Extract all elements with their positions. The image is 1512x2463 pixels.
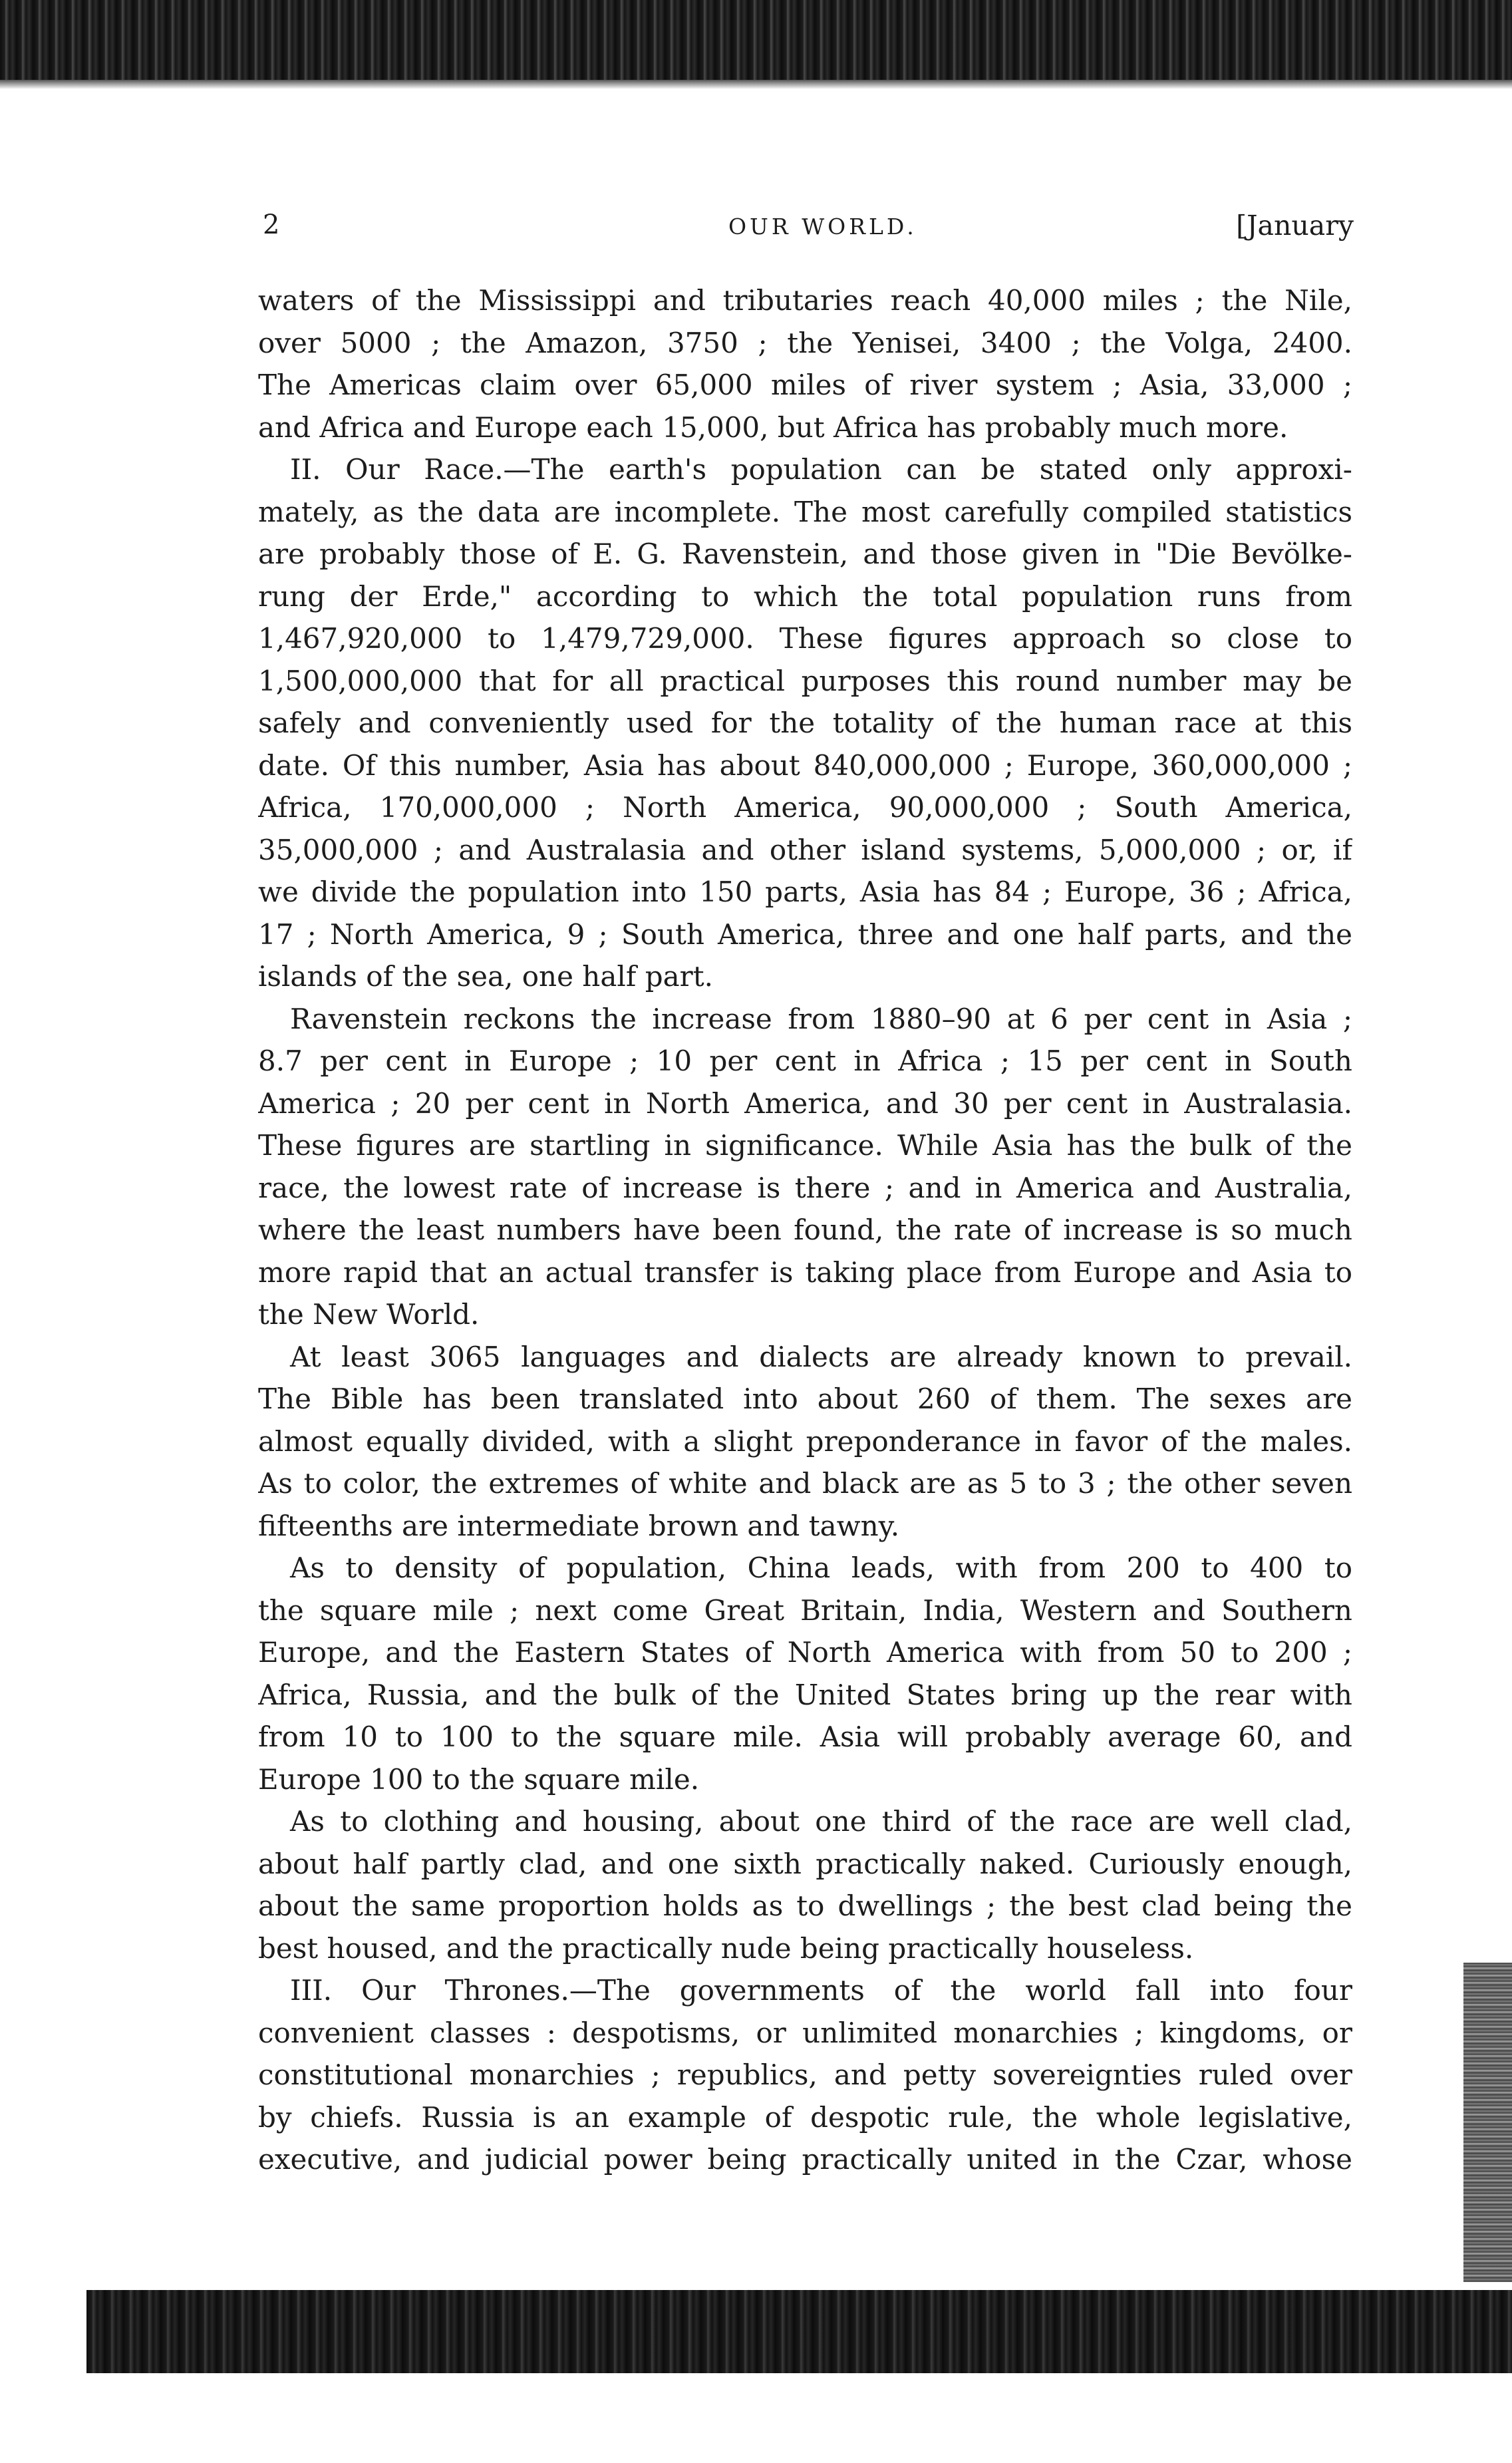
- paragraph-start-line: At least 3065 languages and dialects are already known to prevail.: [290, 1340, 1352, 1373]
- page-number: 2: [263, 210, 280, 240]
- text-line: best housed, and the practically nude being practically houseless.: [258, 1931, 1194, 1965]
- scan-border-right: [1463, 1963, 1512, 2282]
- text-line: constitutional monarchies ; republics, and petty sovereignties ruled over: [258, 2058, 1352, 2091]
- paragraph-start-line: As to density of population, China leads, with from 200 to 400 to: [290, 1552, 1352, 1584]
- running-title: OUR WORLD.: [728, 214, 917, 240]
- text-line: we divide the population into 150 parts, Asia has 84 ; Europe, 36 ; Africa,: [258, 876, 1352, 908]
- text-line: As to color, the extremes of white and black are as 5 to 3 ; the other seven: [258, 1467, 1352, 1500]
- text-line: from 10 to 100 to the square mile. Asia will probably average 60, and: [258, 1721, 1352, 1753]
- text-line: more rapid that an actual transfer is taking place from Europe and Asia to: [258, 1255, 1352, 1289]
- text-line: Africa, Russia, and the bulk of the United States bring up the rear with: [258, 1678, 1352, 1711]
- text-line: date. Of this number, Asia has about 840,000,000 ; Europe, 360,000,000 ;: [258, 748, 1352, 782]
- text-line: America ; 20 per cent in North America, and 30 per cent in Australasia.: [258, 1086, 1352, 1120]
- text-line: 8.7 per cent in Europe ; 10 per cent in Africa ; 15 per cent in South: [258, 1045, 1352, 1077]
- text-line: mately, as the data are incomplete. The most carefully compiled statistics: [258, 495, 1352, 528]
- scan-border-bottom: [86, 2290, 1512, 2373]
- text-line: over 5000 ; the Amazon, 3750 ; the Yenisei, 3400 ; the Volga, 2400.: [258, 326, 1352, 359]
- text-line: about the same proportion holds as to dwellings ; the best clad being the: [258, 1889, 1352, 1922]
- running-month: [January: [1236, 210, 1354, 242]
- text-line: the square mile ; next come Great Britain, India, Western and Southern: [258, 1593, 1352, 1627]
- text-line: The Americas claim over 65,000 miles of river system ; Asia, 33,000 ;: [258, 369, 1352, 401]
- text-line: 35,000,000 ; and Australasia and other island systems, 5,000,000 ; or, if: [258, 833, 1352, 866]
- text-line: executive, and judicial power being practically united in the Czar, whose: [258, 2143, 1352, 2176]
- scan-border-top: [0, 0, 1512, 80]
- section-heading-line: II. Our Race.—The earth's population can be stated only approxi-: [290, 453, 1352, 486]
- paragraph-start-line: As to clothing and housing, about one third of the race are well clad,: [290, 1805, 1352, 1838]
- text-line: rung der Erde," according to which the total population runs from: [258, 579, 1352, 613]
- section-heading-line: III. Our Thrones.—The governments of the world fall into four: [290, 1974, 1352, 2007]
- text-line: These figures are startling in significance. While Asia has the bulk of the: [258, 1129, 1352, 1162]
- text-line: 1,467,920,000 to 1,479,729,000. These figures approach so close to: [258, 622, 1352, 655]
- text-line: are probably those of E. G. Ravenstein, and those given in "Die Bevölke-: [258, 538, 1352, 570]
- text-line: convenient classes : despotisms, or unlimited monarchies ; kingdoms, or: [258, 2016, 1352, 2049]
- text-line: Europe 100 to the square mile.: [258, 1762, 700, 1796]
- text-line: and Africa and Europe each 15,000, but Africa has probably much more.: [258, 410, 1288, 444]
- text-line: fifteenths are intermediate brown and tawny.: [258, 1509, 900, 1542]
- page-body: [258, 279, 1352, 2181]
- text-line: 1,500,000,000 that for all practical purposes this round number may be: [258, 664, 1352, 697]
- running-head: [263, 210, 1354, 249]
- text-line: the New World.: [258, 1298, 480, 1331]
- text-line: race, the lowest rate of increase is there ; and in America and Australia,: [258, 1171, 1352, 1204]
- text-line: about half partly clad, and one sixth practically naked. Curiously enough,: [258, 1847, 1352, 1880]
- text-line: Africa, 170,000,000 ; North America, 90,000,000 ; South America,: [258, 791, 1352, 824]
- text-line: islands of the sea, one half part.: [258, 960, 713, 993]
- text-line: The Bible has been translated into about 260 of them. The sexes are: [258, 1383, 1352, 1415]
- text-line: Europe, and the Eastern States of North America with from 50 to 200 ;: [258, 1636, 1352, 1669]
- text-line: where the least numbers have been found, the rate of increase is so much: [258, 1214, 1352, 1246]
- text-line: waters of the Mississippi and tributaries reach 40,000 miles ; the Nile,: [258, 284, 1352, 317]
- text-line: safely and conveniently used for the totality of the human race at this: [258, 707, 1352, 739]
- text-line: 17 ; North America, 9 ; South America, three and one half parts, and the: [258, 917, 1352, 951]
- text-line: by chiefs. Russia is an example of despotic rule, the whole legislative,: [258, 2100, 1352, 2134]
- paragraph-start-line: Ravenstein reckons the increase from 1880–90 at 6 per cent in Asia ;: [290, 1002, 1352, 1035]
- text-line: almost equally divided, with a slight preponderance in favor of the males.: [258, 1424, 1352, 1458]
